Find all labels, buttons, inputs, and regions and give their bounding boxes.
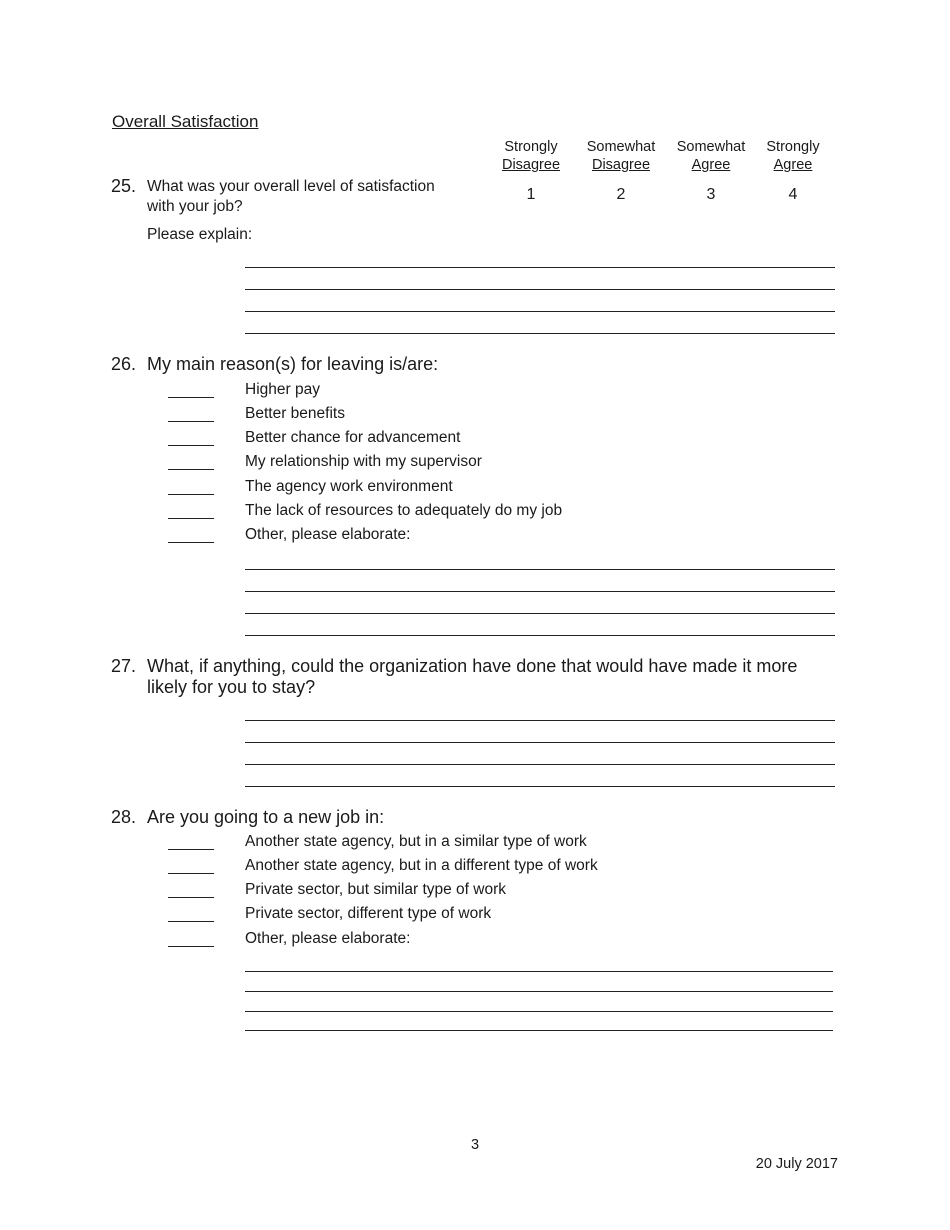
scale-header-bottom: Disagree: [591, 157, 651, 173]
q26-option: Other, please elaborate:: [245, 526, 411, 543]
q26-question: My main reason(s) for leaving is/are:: [147, 354, 439, 374]
q25-question: [147, 177, 435, 217]
q25-rating-4[interactable]: 4: [788, 186, 798, 203]
q26-option: My relationship with my supervisor: [245, 453, 482, 470]
q27-question: [147, 656, 797, 698]
scale-header-2: [576, 138, 666, 174]
q28-answer-line-4[interactable]: [245, 1030, 833, 1031]
q27-answer-line-4[interactable]: [245, 786, 835, 787]
q28-checkbox-blank[interactable]: [168, 849, 214, 850]
page-number: 3: [470, 1137, 480, 1153]
q25-rating-3[interactable]: 3: [706, 186, 716, 203]
q26-option: The agency work environment: [245, 478, 453, 495]
q28-option: Private sector, but similar type of work: [245, 881, 507, 898]
q26-answer-line-4[interactable]: [245, 635, 835, 636]
q28-number: 28.: [111, 807, 137, 827]
scale-header-top: Somewhat: [676, 139, 746, 155]
section-title: Overall Satisfaction: [112, 112, 259, 131]
q27-answer-line-3[interactable]: [245, 764, 835, 765]
q26-option: Higher pay: [245, 381, 320, 398]
q26-answer-line-3[interactable]: [245, 613, 835, 614]
q28-option: Other, please elaborate:: [245, 930, 411, 947]
scale-header-3: [666, 138, 756, 174]
q28-checkbox-blank[interactable]: [168, 946, 214, 947]
q28-checkbox-blank[interactable]: [168, 873, 214, 874]
scale-header-1: [486, 138, 576, 174]
q25-answer-line-1[interactable]: [245, 267, 835, 268]
q26-answer-line-2[interactable]: [245, 591, 835, 592]
q27-number: 27.: [111, 656, 137, 676]
q25-line-2: with your job?: [147, 198, 243, 215]
q28-question: Are you going to a new job in:: [147, 807, 385, 827]
q28-checkbox-blank[interactable]: [168, 897, 214, 898]
q27-answer-line-2[interactable]: [245, 742, 835, 743]
q25-answer-line-2[interactable]: [245, 289, 835, 290]
q27-line-1: What, if anything, could the organization have done that would have made it more: [147, 656, 798, 676]
q25-answer-line-4[interactable]: [245, 333, 835, 334]
q28-option: Private sector, different type of work: [245, 905, 492, 922]
q26-option: The lack of resources to adequately do my job: [245, 502, 563, 519]
q26-checkbox-blank[interactable]: [168, 421, 214, 422]
q26-checkbox-blank[interactable]: [168, 445, 214, 446]
q26-checkbox-blank[interactable]: [168, 494, 214, 495]
q25-answer-line-3[interactable]: [245, 311, 835, 312]
q26-answer-line-1[interactable]: [245, 569, 835, 570]
q25-rating-2[interactable]: 2: [616, 186, 626, 203]
q26-option: Better chance for advancement: [245, 429, 461, 446]
q28-option: Another state agency, but in a similar type of work: [245, 833, 587, 850]
q25-rating-1[interactable]: 1: [526, 186, 536, 203]
scale-header-bottom: Agree: [691, 157, 731, 173]
q25-line-1: What was your overall level of satisfaction: [147, 178, 435, 195]
scale-header-bottom: Agree: [773, 157, 813, 173]
q28-checkbox-blank[interactable]: [168, 921, 214, 922]
q26-checkbox-blank[interactable]: [168, 397, 214, 398]
q26-checkbox-blank[interactable]: [168, 469, 214, 470]
q25-explain-label: Please explain:: [147, 226, 253, 243]
scale-header-4: [748, 138, 838, 174]
q26-number: 26.: [111, 354, 137, 374]
q28-option: Another state agency, but in a different type of work: [245, 857, 598, 874]
scale-header-top: Strongly: [504, 139, 558, 155]
scale-header-bottom: Disagree: [501, 157, 561, 173]
q26-option: Better benefits: [245, 405, 345, 422]
q26-checkbox-blank[interactable]: [168, 542, 214, 543]
scale-header-top: Somewhat: [586, 139, 656, 155]
scale-header-top: Strongly: [766, 139, 820, 155]
q26-checkbox-blank[interactable]: [168, 518, 214, 519]
document-date: 20 July 2017: [755, 1156, 838, 1172]
q28-answer-line-1[interactable]: [245, 971, 833, 972]
q25-number: 25.: [111, 176, 137, 196]
q27-answer-line-1[interactable]: [245, 720, 835, 721]
q27-line-2: likely for you to stay?: [147, 677, 316, 697]
q28-answer-line-2[interactable]: [245, 991, 833, 992]
q28-answer-line-3[interactable]: [245, 1011, 833, 1012]
